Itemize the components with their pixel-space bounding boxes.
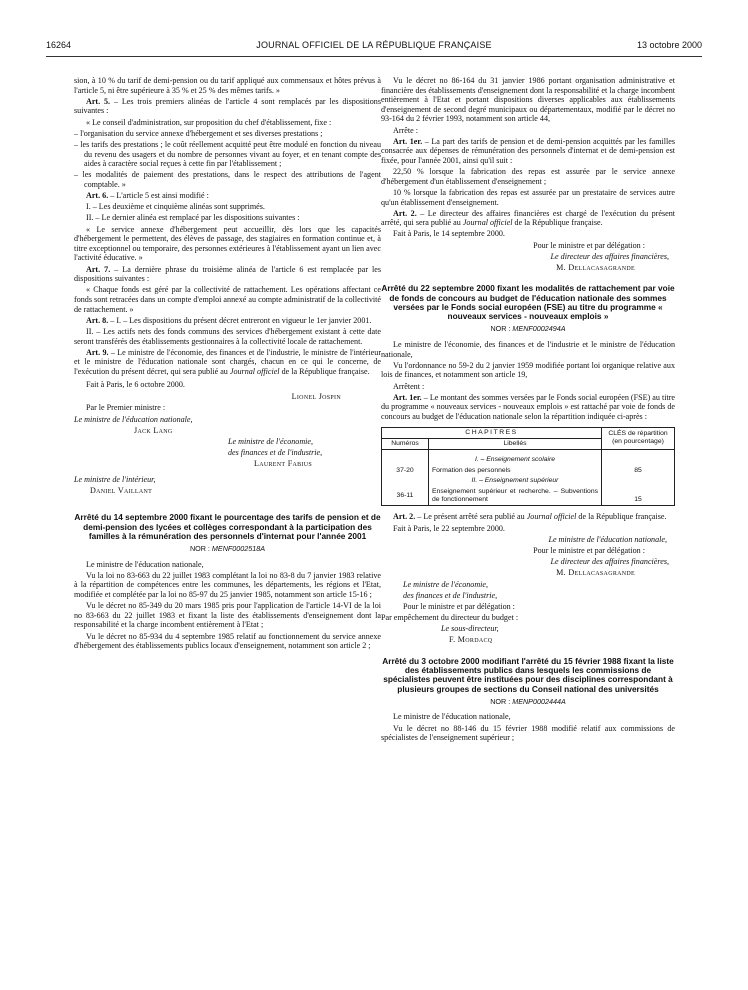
page-number: 16264 — [46, 40, 72, 50]
paragraph: Vu le décret no 88-146 du 15 février 1988 modifié relatif aux commissions de spécialistes de l'enseignement supérieur ; — [381, 723, 675, 743]
signatory-title: Le ministre de l'éducation nationale, — [548, 534, 667, 544]
quote: « Le service annexe d'hébergement peut accueillir, dès lors que les capacités d'hébergement le permettent, des élèves de passage, des stagiaires en formation continue et, à titre exceptionnel ou temporaire, des personnes extérieures à l'établissement ayant un lien avec l'activité éducative. » — [74, 224, 381, 263]
date-line: Fait à Paris, le 6 octobre 2000. — [86, 379, 185, 389]
decision-line: Arrêtent : — [393, 381, 425, 391]
signature-intro: Pour le ministre et par délégation : — [403, 601, 515, 611]
paragraph: 10 % lorsque la fabrication des repas est assurée par un prestataire de services autre qu'un établissement d'enseignement. — [381, 187, 675, 207]
table-header: Numéros — [382, 438, 429, 449]
table-section: I. – Enseignement scolaire — [429, 450, 602, 466]
table-row: 36-11 Enseignement supérieur et recherche. – Subventions de fonctionnement 15 — [382, 487, 675, 506]
paragraph: I. – Les deuxième et cinquième alinéas sont supprimés. — [86, 202, 265, 212]
page-header — [46, 40, 702, 56]
allocation-table — [381, 427, 675, 507]
list-item: – l'organisation du service annexe d'hébergement et ses diverses prestations ; — [74, 128, 323, 138]
article-7: Art. 7. – La dernière phrase du troisième alinéa de l'article 6 est remplacée par les dispositions suivantes : — [74, 264, 381, 284]
paragraph: sion, à 10 % du tarif de demi-pension ou du tarif appliqué aux commensaux et hôtes prévus à l'article 5, ni être supérieure à 35 % et 25 % des mêmes tarifs. » — [74, 76, 381, 95]
table-header: CLÉS de répartition (en pourcentage) — [602, 427, 675, 450]
journal-title: JOURNAL OFFICIEL DE LA RÉPUBLIQUE FRANÇAISE — [256, 40, 492, 50]
article-8: Art. 8. – I. – Les dispositions du présent décret entreront en vigueur le 1er janvier 2001. — [86, 315, 372, 325]
paragraph: Le ministre de l'éducation nationale, — [393, 712, 511, 722]
list-item: – les modalités de paiement des prestations, dans le respect des attributions de l'agent comptable. » — [74, 170, 381, 189]
signatory-title: des finances et de l'industrie, — [228, 448, 323, 458]
signature-intro: Par le Premier ministre : — [86, 403, 166, 413]
signature-intro: Pour le ministre et par délégation : — [533, 545, 645, 555]
signature-intro: Par empêchement du directeur du budget : — [381, 613, 519, 623]
right-column — [381, 76, 675, 744]
article-2: Art. 2. – Le présent arrêté sera publié au Journal officiel de la République française. — [393, 512, 667, 522]
signatory-title: Le directeur des affaires financières, — [550, 557, 669, 567]
paragraph: II. – Les actifs nets des fonds communs des services d'hébergement existant à cette date seront transférés des établissements gestionnaires à la collectivité locale de rattachement. — [74, 326, 381, 346]
signatory-title: Le ministre de l'économie, — [228, 436, 314, 446]
paragraph: II. – Le dernier alinéa est remplacé par les dispositions suivantes : — [86, 213, 300, 223]
signature: Daniel Vaillant — [90, 486, 153, 496]
signatory-title: Le directeur des affaires financières, — [550, 251, 669, 261]
article-2: Art. 2. – Le directeur des affaires financières est chargé de l'exécution du présent arrêté, qui sera publié au Journal officiel de la République française. — [381, 208, 675, 228]
signature: M. Dellacasagrande — [556, 568, 635, 578]
signatory-title: Le ministre de l'intérieur, — [74, 474, 156, 484]
issue-date: 13 octobre 2000 — [636, 40, 702, 50]
article-6: Art. 6. – L'article 5 est ainsi modifié : — [86, 191, 209, 201]
paragraph: 22,50 % lorsque la fabrication des repas est assurée par le service annexe d'hébergement d'un établissement d'enseignement ; — [381, 167, 675, 186]
decision-line: Arrête : — [393, 125, 418, 135]
signatory-title: des finances et de l'industrie, — [403, 590, 498, 600]
paragraph: Le ministre de l'éducation nationale, — [86, 559, 204, 569]
signature: Lionel Jospin — [291, 392, 341, 402]
nor-reference: NOR : MENF0002494A — [490, 324, 566, 334]
paragraph: Vu l'ordonnance no 59-2 du 2 janvier 1959 modifiée portant loi organique relative aux lois de finances, et notamment son article 19, — [381, 360, 675, 380]
table-header: CHAPITRES — [382, 427, 602, 438]
article-9: Art. 9. – Le ministre de l'économie, des finances et de l'industrie, le ministre de l'intérieur et le ministre de l'éducation nationale sont chargés, chacun en ce qui le concerne, de l'exécution du présent décret, qui sera publié au Journal officiel de la République française. — [74, 347, 382, 376]
paragraph: Vu le décret no 86-164 du 31 janvier 1986 portant organisation administrative et financière des établissements d'enseignement dont la responsabilité et la charge incombent entièrement à l'Etat et portant dispositions diverses applicables aux établissements d'enseignement de second degré municipaux ou départementaux, modifié par le décret no 93-164 du 2 février 1993, notamment son article 44, — [381, 76, 675, 124]
table-section: II. – Enseignement supérieur — [429, 476, 602, 486]
list-item: – les tarifs des prestations ; le coût réellement acquitté peut être modulé en fonction du niveau du revenu des usagers et du nombre de personnes vivant au foyer, et en tenant compte des aides à caractère social reçues à cette fin par l'établissement ; — [74, 139, 381, 169]
nor-reference: NOR : MENF0002518A — [189, 544, 266, 554]
section-title: Arrêté du 22 septembre 2000 fixant les modalités de rattachement par voie de fonds de concours au budget de l'éducation nationale des sommes versées par le Fonds social européen (FSE) au titre du programme « nouveaux services - nouveaux emplois » — [381, 283, 675, 322]
quote: « Le conseil d'administration, sur proposition du chef d'établissement, fixe : — [86, 117, 332, 127]
paragraph: Le ministre de l'économie, des finances et de l'industrie et le ministre de l'éducation nationale, — [381, 340, 675, 359]
left-column — [74, 76, 381, 652]
signature: F. Mordacq — [449, 635, 493, 645]
article-1: Art. 1er. – La part des tarifs de pension et de demi-pension acquittés par les familles consacrée aux dépenses de rémunération des personnels d'internat et de demi-pension est fixée, pour l'année 2001, ainsi qu'il suit : — [381, 136, 675, 165]
nor-reference: NOR : MENP0002444A — [490, 696, 566, 706]
article-5: Art. 5. – Les trois premiers alinéas de l'article 4 sont remplacés par les dispositions suivantes : — [74, 96, 382, 116]
signatory-title: Le ministre de l'éducation nationale, — [74, 414, 193, 424]
paragraph: Vu le décret no 85-934 du 4 septembre 1985 relatif au fonctionnement du service annexe d'hébergement des établissements publics locaux d'enseignement, notamment son article 2 ; — [74, 631, 381, 651]
date-line: Fait à Paris, le 22 septembre 2000. — [393, 523, 505, 533]
signatory-title: Le ministre de l'économie, — [403, 579, 489, 589]
header-rule — [46, 56, 702, 57]
table-header: Libellés — [429, 438, 602, 449]
date-line: Fait à Paris, le 14 septembre 2000. — [393, 229, 505, 239]
paragraph: Vu la loi no 83-663 du 22 juillet 1983 complétant la loi no 83-8 du 7 janvier 1983 relative à la répartition de compétences entre les communes, les départements, les régions et l'Etat, modifiée et complétée par la loi no 85-97 du 25 janvier 1985, notamment son article 15-16 ; — [74, 570, 381, 600]
table-row: 37-20 Formation des personnels 85 — [382, 466, 675, 476]
quote: « Chaque fonds est géré par la collectivité de rattachement. Les opérations affectant ce fonds sont retracées dans un compte d'emploi annexé au compte administratif de la collectivité de rattachement. » — [74, 285, 381, 314]
section-title: Arrêté du 14 septembre 2000 fixant le pourcentage des tarifs de pension et de demi-pension des lycées et collèges correspondant à la participation des familles à la rémunération des personnels d'internat pour l'année 2001 — [74, 512, 381, 541]
signature: M. Dellacasagrande — [556, 263, 635, 273]
signatory-title: Le sous-directeur, — [441, 624, 499, 634]
section-title: Arrêté du 3 octobre 2000 modifiant l'arrêté du 15 février 1988 fixant la liste des établissements publics dans lesquels les commissions de spécialistes peuvent être instituées pour des disciplines correspondant à plusieurs groupes de sections du Conseil national des universités — [382, 655, 674, 694]
signature: Jack Lang — [134, 425, 173, 435]
signature: Laurent Fabius — [254, 459, 313, 469]
article-1: Art. 1er. – Le montant des sommes versées par le Fonds social européen (FSE) au titre du programme « nouveaux services - nouveaux emplois » est rattaché par voie de fonds de concours au budget de l'éducation nationale selon la répartition indiquée ci-après : — [381, 392, 676, 421]
signature-intro: Pour le ministre et par délégation : — [533, 240, 645, 250]
paragraph: Vu le décret no 85-349 du 20 mars 1985 pris pour l'application de l'article 14-VI de la loi no 83-663 du 22 juillet 1983 et fixant la liste des établissements d'enseignement dont la responsabilité et la charge incombent entièrement à l'Etat ; — [74, 601, 381, 630]
